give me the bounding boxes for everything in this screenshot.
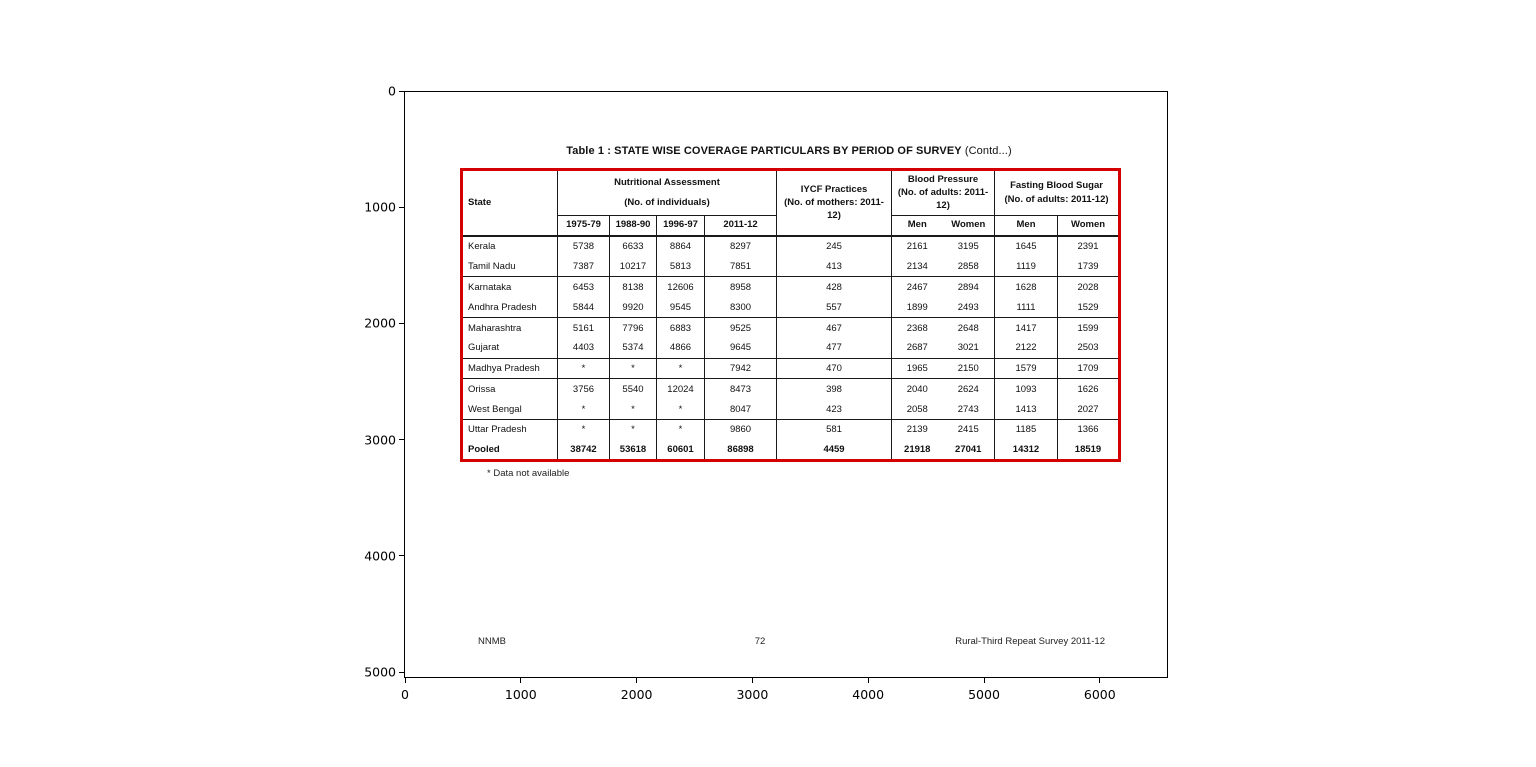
cell-value: 5813	[657, 256, 705, 276]
cell-value: 8300	[705, 297, 777, 317]
cell-state: Tamil Nadu	[462, 256, 558, 276]
cell-value: 2493	[943, 297, 995, 317]
table-row	[462, 297, 1120, 317]
header-group-sub: (No. of adults: 2011-12)	[897, 187, 989, 211]
cell-value: 2368	[892, 318, 943, 338]
cell-value: 557	[777, 297, 892, 317]
header-subcolumn: 1988-90	[610, 216, 657, 237]
cell-value: *	[657, 399, 705, 419]
cell-value: 1413	[995, 399, 1058, 419]
cell-value: 2743	[943, 399, 995, 419]
cell-value: 12024	[657, 379, 705, 399]
cell-value: 2134	[892, 256, 943, 276]
header-subcolumn: Men	[995, 216, 1058, 237]
table-title-contd: (Contd...)	[961, 145, 1012, 157]
cell-value: 2894	[957, 281, 979, 293]
cell-value: 5374	[610, 338, 657, 358]
x-tick-mark	[868, 678, 869, 683]
x-tick-label: 5000	[968, 687, 1000, 702]
cell-value: *	[657, 358, 705, 378]
header-group-label: IYCF Practices	[800, 183, 868, 195]
cell-value: *	[610, 420, 657, 440]
header-group-sub: (No. of adults: 2011-12)	[1004, 193, 1109, 205]
header-subcolumn: Women	[1058, 216, 1120, 237]
table-row	[462, 338, 1120, 358]
table-row	[462, 399, 1120, 419]
cell-value: 477	[777, 338, 892, 358]
cell-state: Madhya Pradesh	[462, 358, 558, 378]
cell-state: Andhra Pradesh	[462, 297, 558, 317]
cell-value: 413	[777, 256, 892, 276]
y-tick-label: 4000	[364, 548, 396, 564]
y-tick-mark	[399, 207, 404, 208]
x-tick-label: 4000	[852, 687, 885, 702]
cell-value: 581	[777, 420, 892, 440]
cell-value: 4866	[657, 338, 705, 358]
cell-value: 12606	[657, 277, 705, 297]
cell-value: 60601	[657, 440, 705, 460]
cell-value: 2161	[892, 236, 943, 256]
cell-state: Kerala	[462, 236, 558, 256]
cell-value: 86898	[705, 440, 777, 460]
table-row	[462, 236, 1120, 256]
cell-value: 3021	[943, 338, 995, 358]
header-group-2	[892, 170, 995, 216]
cell-value: 2150	[943, 358, 995, 378]
cell-value: 2467	[892, 277, 943, 297]
cell-value: 2415	[957, 424, 979, 436]
table-row	[462, 379, 1120, 399]
cell-state: Karnataka	[462, 277, 558, 297]
cell-value: *	[610, 399, 657, 419]
cell-value: 7387	[558, 256, 610, 276]
cell-value: 1599	[1058, 318, 1120, 338]
cell-value: 2687	[892, 338, 943, 358]
cell-state: Maharashtra	[462, 318, 558, 338]
cell-value: 14312	[995, 440, 1058, 460]
cell-value: 2391	[1058, 236, 1120, 256]
cell-value: 9860	[705, 420, 777, 440]
cell-value: 7942	[705, 358, 777, 378]
y-tick-mark	[399, 91, 404, 92]
table-row	[462, 277, 1120, 297]
cell-value: *	[558, 420, 610, 440]
y-tick-mark	[399, 323, 404, 324]
footer-nnmb: NNMB	[478, 636, 506, 647]
table-row	[462, 440, 1120, 460]
cell-value: 1709	[1058, 358, 1120, 378]
cell-value: 2122	[995, 338, 1058, 358]
x-tick-mark	[984, 678, 985, 683]
header-group-sub: (No. of individuals)	[624, 196, 710, 208]
cell-value: 8047	[705, 399, 777, 419]
x-tick-mark	[1099, 678, 1100, 683]
cell-value: 6453	[558, 277, 610, 297]
cell-value: 1645	[995, 236, 1058, 256]
cell-value: 1111	[995, 297, 1058, 317]
cell-value: *	[558, 358, 610, 378]
cell-value: 2503	[1058, 338, 1120, 358]
cell-state: Gujarat	[462, 338, 558, 358]
cell-value: 245	[777, 236, 892, 256]
x-tick-mark	[520, 678, 521, 683]
cell-value: 2139	[892, 420, 943, 440]
cell-value: 1579	[995, 358, 1058, 378]
header-group-0	[558, 170, 777, 216]
cell-value: *	[558, 399, 610, 419]
table-title-main: Table 1 : STATE WISE COVERAGE PARTICULARS BY PERIOD OF SURVEY	[566, 145, 962, 157]
cell-state: Orissa	[462, 379, 558, 399]
cell-value: 8958	[705, 277, 777, 297]
cell-value: 9525	[705, 318, 777, 338]
cell-value: 5161	[558, 318, 610, 338]
cell-value: 8297	[705, 236, 777, 256]
cell-value: 6633	[610, 236, 657, 256]
x-tick-mark	[405, 678, 406, 683]
cell-value: 7851	[705, 256, 777, 276]
cell-value: 10217	[610, 256, 657, 276]
cell-value: 7796	[610, 318, 657, 338]
cell-value: 1529	[1058, 297, 1120, 317]
x-tick-mark	[636, 678, 637, 683]
cell-value: 398	[777, 379, 892, 399]
header-group-sub: (No. of mothers: 2011-12)	[784, 197, 884, 221]
cell-value: 1626	[1058, 379, 1120, 399]
cell-value: 1899	[892, 297, 943, 317]
y-tick-mark	[399, 672, 404, 673]
cell-value: 3756	[558, 379, 610, 399]
header-subcolumn: 2011-12	[705, 216, 777, 237]
y-tick-mark	[399, 555, 404, 556]
y-tick-label: 5000	[364, 664, 396, 680]
header-group-label: Fasting Blood Sugar	[1010, 180, 1103, 192]
cell-value: 1965	[892, 358, 943, 378]
cell-value: 5844	[558, 297, 610, 317]
cell-value: 1366	[1058, 420, 1120, 440]
cell-value: 8864	[657, 236, 705, 256]
header-group-3	[995, 170, 1120, 216]
y-tick-mark	[399, 439, 404, 440]
header-subcolumn: 1975-79	[558, 216, 610, 237]
x-tick-label: 1000	[504, 687, 537, 702]
header-group-1	[777, 170, 892, 237]
y-tick-label: 3000	[364, 432, 396, 448]
cell-value: 27041	[955, 443, 982, 455]
table-row	[462, 256, 1120, 276]
cell-value: 2028	[1058, 277, 1120, 297]
y-tick-label: 2000	[364, 315, 396, 331]
cell-value: 53618	[610, 440, 657, 460]
cell-value: 2040	[892, 379, 943, 399]
cell-value: 9645	[705, 338, 777, 358]
header-subcolumn: Women	[943, 216, 995, 237]
cell-value: 18519	[1058, 440, 1120, 460]
coverage-table	[460, 168, 1121, 462]
x-tick-label: 2000	[620, 687, 653, 702]
header-group-label: Nutritional Assessment	[614, 177, 720, 189]
cell-value: 8138	[610, 277, 657, 297]
cell-value: 5738	[558, 236, 610, 256]
header-state: State	[462, 170, 558, 237]
cell-value: 2858	[943, 256, 995, 276]
header-row-groups	[462, 170, 1120, 216]
cell-value: 1185	[995, 420, 1058, 440]
cell-value: 9920	[610, 297, 657, 317]
footer-survey-name: Rural-Third Repeat Survey 2011-12	[955, 636, 1105, 647]
x-tick-label: 6000	[1083, 687, 1116, 702]
cell-value: 4403	[558, 338, 610, 358]
cell-value: 2027	[1058, 399, 1120, 419]
cell-value: 4459	[777, 440, 892, 460]
cell-value: 38742	[558, 440, 610, 460]
cell-value: 6883	[657, 318, 705, 338]
cell-state: Pooled	[462, 440, 558, 460]
cell-state: Uttar Pradesh	[462, 420, 558, 440]
cell-value: 1417	[995, 318, 1058, 338]
cell-value: 470	[777, 358, 892, 378]
cell-value: 3195	[957, 241, 979, 253]
table-row	[462, 318, 1120, 338]
cell-value: 1628	[995, 277, 1058, 297]
cell-value: 423	[777, 399, 892, 419]
data-not-available-note: * Data not available	[487, 468, 570, 479]
y-tick-label: 1000	[364, 199, 396, 215]
table-row	[462, 358, 1120, 378]
header-group-label: Blood Pressure	[907, 173, 979, 185]
cell-value: 2058	[892, 399, 943, 419]
table-title	[460, 145, 1118, 157]
x-tick-label: 0	[401, 687, 409, 702]
cell-value: *	[610, 358, 657, 378]
cell-value: 428	[777, 277, 892, 297]
cell-value: 5540	[610, 379, 657, 399]
cell-value: 8473	[705, 379, 777, 399]
x-tick-label: 3000	[736, 687, 769, 702]
cell-value: 2648	[957, 322, 979, 334]
cell-value: 1093	[995, 379, 1058, 399]
x-tick-mark	[752, 678, 753, 683]
cell-value: 467	[777, 318, 892, 338]
cell-value: *	[657, 420, 705, 440]
footer-page-number: 72	[754, 636, 766, 647]
cell-value: 1119	[995, 256, 1058, 276]
header-subcolumn: Men	[892, 216, 943, 237]
cell-value: 21918	[892, 440, 943, 460]
cell-value: 1739	[1058, 256, 1120, 276]
header-subcolumn: 1996-97	[657, 216, 705, 237]
y-tick-label: 0	[388, 83, 396, 99]
table-row	[462, 420, 1120, 440]
cell-value: 9545	[657, 297, 705, 317]
cell-value: 2624	[957, 383, 979, 395]
cell-state: West Bengal	[462, 399, 558, 419]
